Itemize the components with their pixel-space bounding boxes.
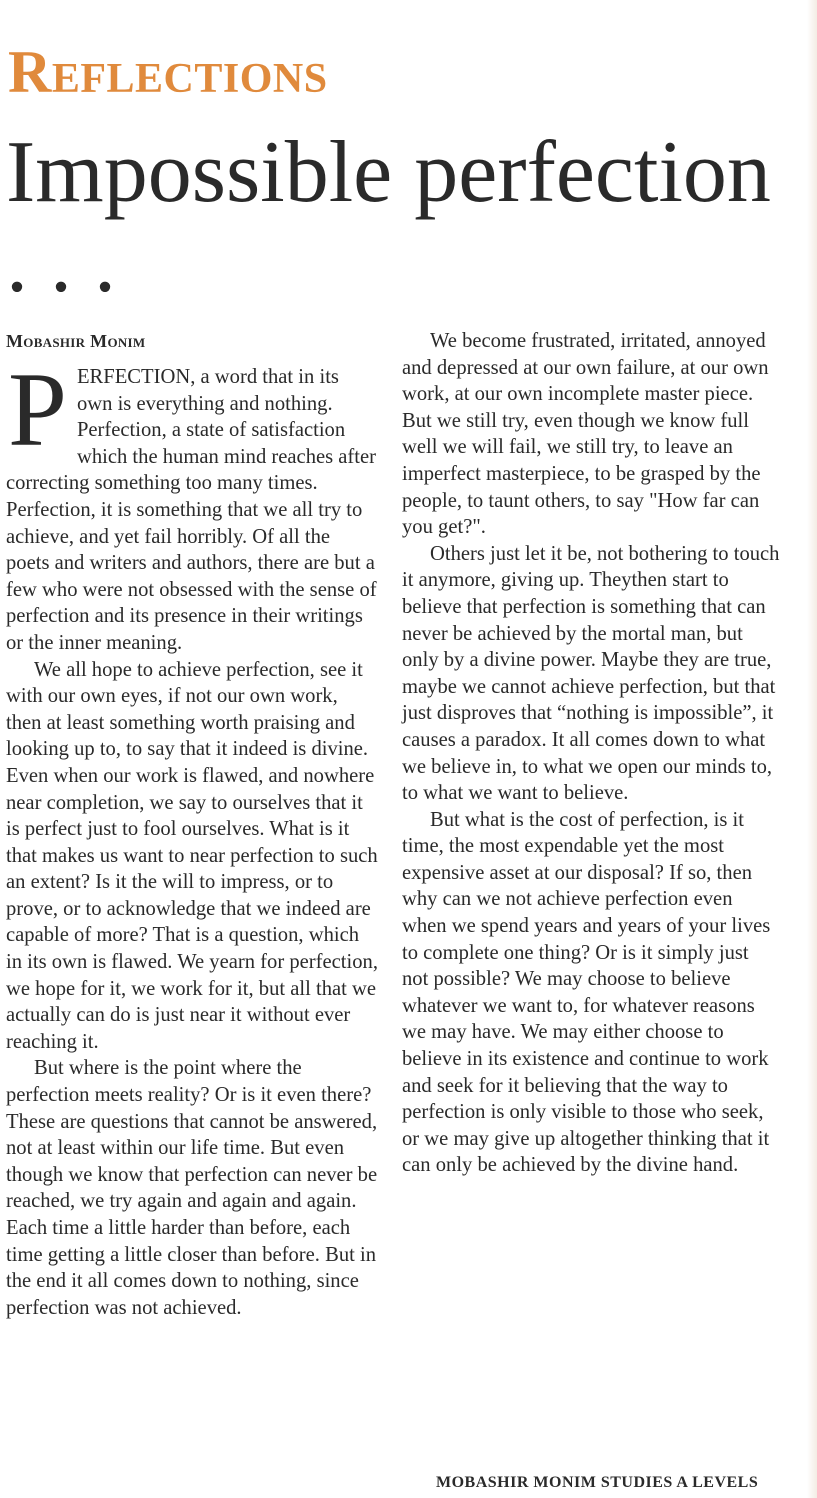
author-tagline: MOBASHIR MONIM STUDIES A LEVELS: [436, 1474, 759, 1491]
paragraph-text: ERFECTION, a word that in its own is everything and nothing. Perfection, a state of satisfaction which the human mind reaches after correcting something too many times. Perfection, it is something that we all try to achieve, and yet fail horribly. Of all the poets and writers and authors, there are but a few who were not obsessed with the sense of perfection and its presence in their writings or the inner meaning.: [6, 366, 377, 654]
article-column-right: [402, 328, 780, 1179]
article-paragraph: But where is the point where the perfection meets reality? Or is it even there? These are questions that cannot be answered, not at least within our life time. But even though we know that perfection can never be reached, we try again and again and again. Each time a little harder than before, each time getting a little closer than before. But in the end it all comes down to nothing, since perfection was not achieved.: [6, 1057, 378, 1319]
article-paragraph: We become frustrated, irritated, annoyed and depressed at our own failure, at our own work, at our own incomplete master piece. But we still try, even though we know full well we will fail, we still try, to leave an imperfect masterpiece, to be grasped by the people, to taunt others, to say "How far can you get?".: [402, 330, 769, 539]
article-paragraph: Others just let it be, not bothering to touch it anymore, giving up. Theythen start to believe that perfection is something that can never be achieved by the mortal man, but only by a divine power. Maybe they are true, maybe we cannot achieve perfection, but that just disproves that “nothing is impossible”, it causes a paradox. It all comes down to what we believe in, to what we open our minds to, to what we want to believe.: [402, 542, 780, 805]
section-label: Reflections: [8, 39, 328, 105]
article-column-left: [6, 328, 378, 1321]
page-edge: [807, 0, 817, 1498]
byline: Mobashir Monim: [6, 331, 146, 351]
article-paragraph: [6, 351, 378, 657]
drop-cap: P: [8, 351, 67, 468]
article-headline: Impossible perfection . . .: [6, 124, 771, 311]
article-paragraph: But what is the cost of perfection, is it time, the most expendable yet the most expensive asset at our disposal? If so, then why can we not achieve perfection even when we spend years and years of your lives to complete one thing? Or is it simply just not possible? We may choose to believe whatever we want to, for whatever reasons we may have. We may either choose to believe in its existence and continue to work and seek for it believing that the way to perfection is only visible to those who seek, or we may give up altogether thinking that it can only be achieved by the divine hand.: [402, 808, 771, 1177]
article-paragraph: We all hope to achieve perfection, see it with our own eyes, if not our own work, then at least something worth praising and looking up to, to say that it indeed is divine. Even when our work is flawed, and nowhere near completion, we say to ourselves that it is perfect just to fool ourselves. What is it that makes us want to near perfection to such an extent? Is it the will to impress, or to prove, or to acknowledge that we indeed are capable of more? That is a question, which in its own is flawed. We yearn for perfection, we hope for it, we work for it, but all that we actually can do is just near it without ever reaching it.: [6, 658, 378, 1053]
